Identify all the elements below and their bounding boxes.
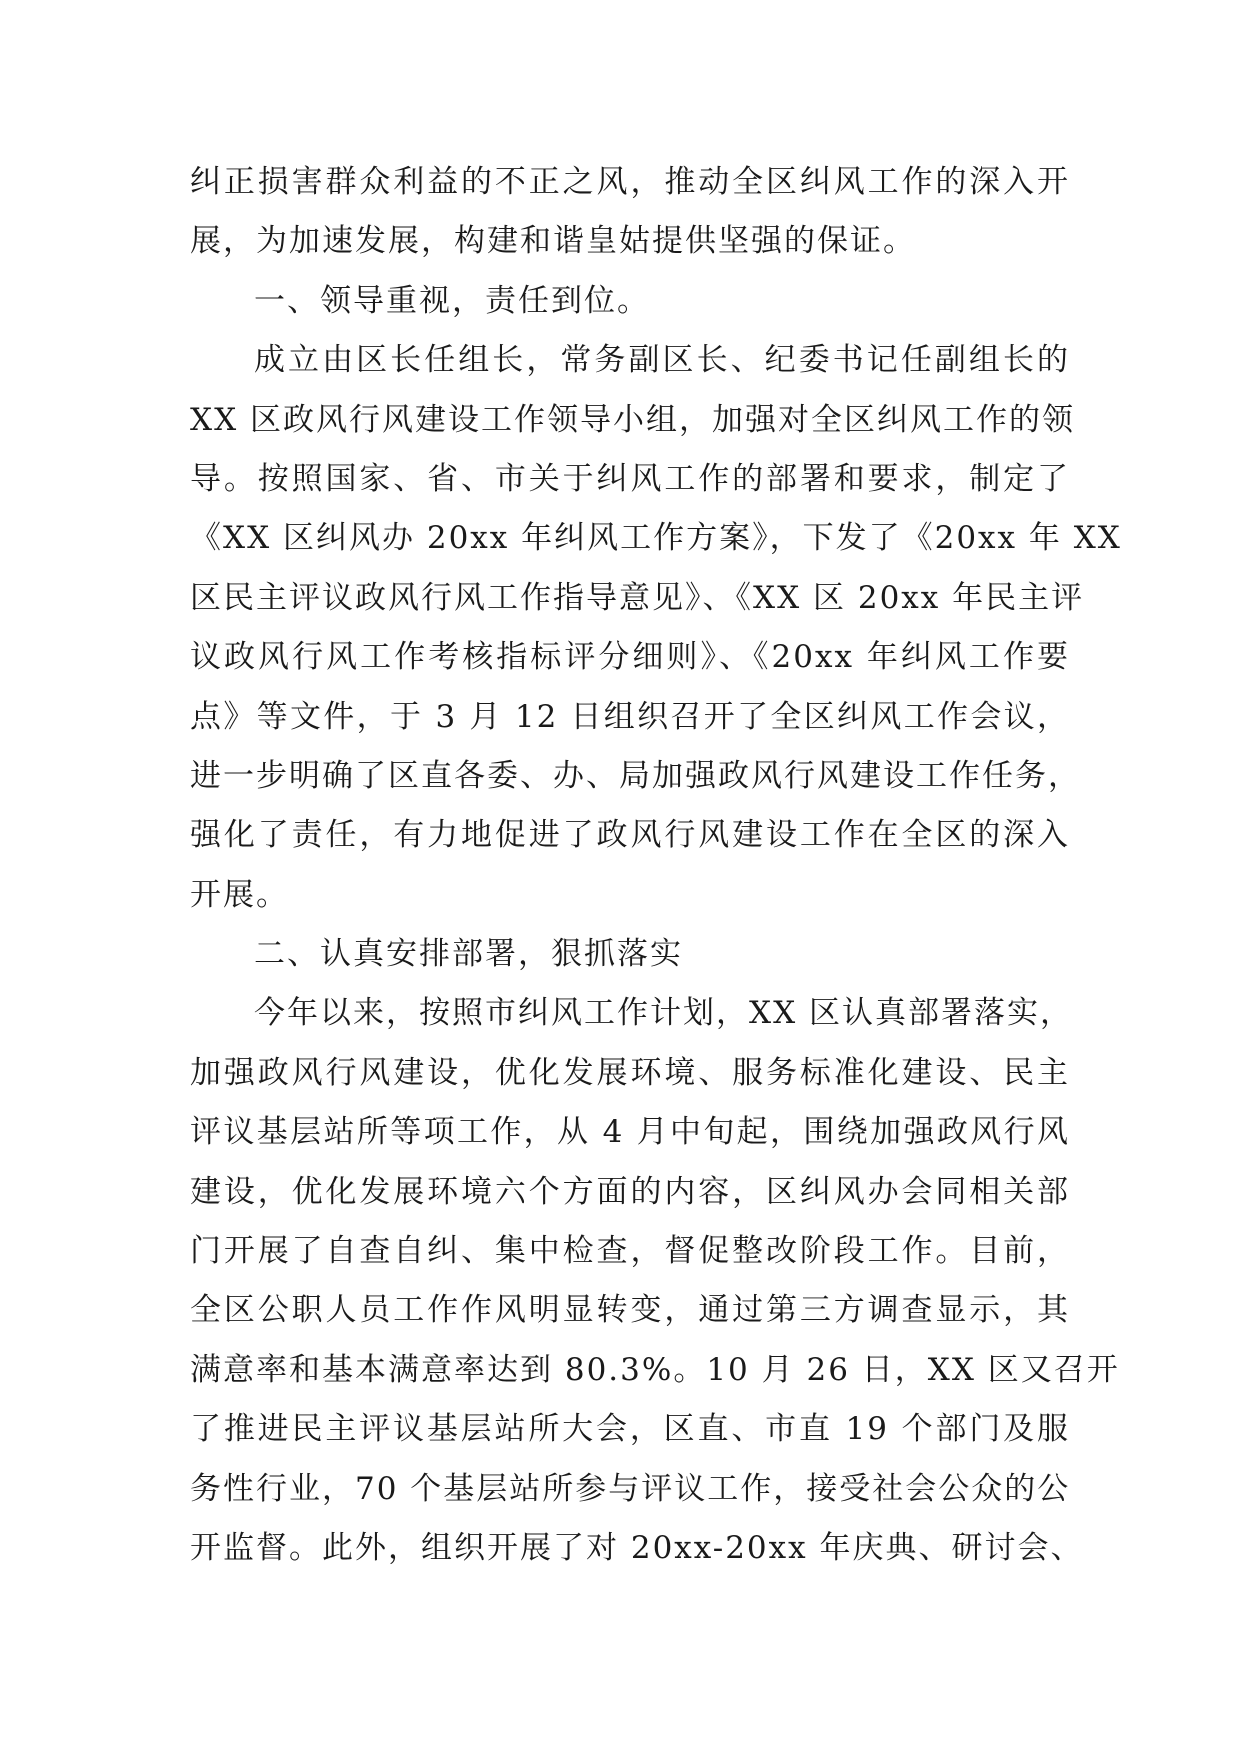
text-line: 成立由区长任组长，常务副区长、纪委书记任副组长的 — [254, 342, 1070, 379]
text-line: 今年以来，按照市纠风工作计划，XX 区认真部署落实， — [254, 995, 1073, 1032]
text-line: 议政风行风工作考核指标评分细则》、《20xx 年纠风工作要 — [190, 639, 1070, 676]
section-heading: 一、领导重视，责任到位。 — [254, 282, 650, 319]
text-line: 展，为加速发展，构建和谐皇姑提供坚强的保证。 — [190, 223, 916, 260]
text-line: 门开展了自查自纠、集中检查，督促整改阶段工作。目前， — [190, 1233, 1070, 1270]
text-line: 建设，优化发展环境六个方面的内容，区纠风办会同相关部 — [190, 1173, 1070, 1210]
text-line: 进一步明确了区直各委、办、局加强政风行风建设工作任务， — [190, 757, 1081, 794]
text-line: 加强政风行风建设，优化发展环境、服务标准化建设、民主 — [190, 1054, 1070, 1091]
text-line: 了推进民主评议基层站所大会，区直、市直 19 个部门及服 — [190, 1411, 1070, 1448]
document-body — [190, 153, 1122, 1578]
text-line: 评议基层站所等项工作，从 4 月中旬起，围绕加强政风行风 — [190, 1114, 1070, 1151]
text-line: 点》等文件，于 3 月 12 日组织召开了全区纠风工作会议， — [190, 698, 1070, 735]
text-line: 区民主评议政风行风工作指导意见》、《XX 区 20xx 年民主评 — [190, 579, 1085, 616]
text-line: 满意率和基本满意率达到 80.3%。10 月 26 日，XX 区又召开 — [190, 1351, 1120, 1388]
text-line: 纠正损害群众利益的不正之风，推动全区纠风工作的深入开 — [190, 164, 1070, 200]
text-line: 导。按照国家、省、市关于纠风工作的部署和要求，制定了 — [190, 460, 1070, 497]
text-line: 务性行业，70 个基层站所参与评议工作，接受社会公众的公 — [190, 1470, 1071, 1507]
text-line: 开监督。此外，组织开展了对 20xx-20xx 年庆典、研讨会、 — [190, 1529, 1084, 1566]
text-line: 全区公职人员工作作风明显转变，通过第三方调查显示，其 — [190, 1292, 1070, 1329]
text-line: 开展。 — [190, 876, 289, 913]
text-line: 《XX 区纠风办 20xx 年纠风工作方案》，下发了《20xx 年 XX — [190, 520, 1122, 557]
section-heading: 二、认真安排部署，狠抓落实 — [254, 936, 683, 973]
text-line: XX 区政风行风建设工作领导小组，加强对全区纠风工作的领 — [190, 401, 1075, 438]
text-line: 强化了责任，有力地促进了政风行风建设工作在全区的深入 — [190, 817, 1070, 854]
